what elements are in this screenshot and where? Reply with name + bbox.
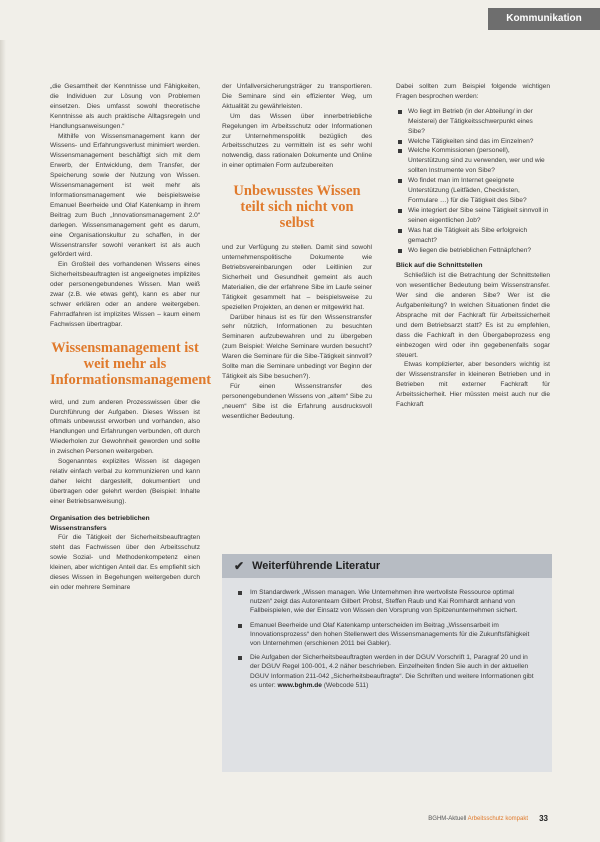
paragraph: Sogenanntes explizites Wissen ist dagegen relativ einfach verbal zu kommunizieren und kann daher leicht dargestellt, dokumentiert und übertragen oder gelehrt werden (Beispiel: Inhalte einer Betriebsanweisung). [50, 458, 200, 505]
paragraph: Um das Wissen über innerbetriebliche Regelungen im Arbeitsschutz oder Informationen zur Unternehmenspolitik bezüglich des Arbeitsschutzes zu vermitteln ist es sehr wohl notwendig, dass rationalen Dokumente und Online in einer optimalen Form aufzubereiten [222, 112, 372, 170]
paragraph: Dabei sollten zum Beispiel folgende wichtigen Fragen besprochen werden: [396, 83, 550, 100]
webcode: (Webcode 511) [323, 681, 369, 689]
top-bar [0, 0, 600, 40]
literature-list [222, 578, 552, 690]
literature-header [222, 554, 552, 578]
section-heading: Organisation des betrieblichen Wissenstransfers [50, 514, 150, 532]
magazine-title: BGHM-Aktuell [428, 816, 467, 822]
literature-item: Emanuel Beerheide und Olaf Katenkamp unterscheiden im Beitrag „Wissensarbeit im Innovationsprozess“ den hohen Stellenwert des Wissensmanagements für die Zukunftsfähigkeit von Unternehmen (erschienen 2011 bei Gabler). [236, 621, 534, 649]
list-item: Welche Kommissionen (personell), Unterstützung sind zu verwenden, wer und wie sollten Instrumente von Sibe? [396, 146, 550, 176]
magazine-name [428, 816, 528, 822]
literature-title: Weiterführende Literatur [252, 560, 381, 572]
paragraph: und zur Verfügung zu stellen. Damit sind sowohl unternehmenspolitische Dokumente wie Betriebsvereinbarungen oder Leitlinien zur Sicherheit und Gesundheit gemeint als auch Materialien, die der erfahrene Sibe im Laufe seiner Tätigkeit gesammelt hat – beispielsweise zu speziellen Projekten, an denen er mitgewirkt hat. [222, 244, 372, 311]
category-label: Kommunikation [488, 8, 600, 30]
paragraph: Ein Großteil des vorhandenen Wissens eines Sicherheitsbeauftragten ist angeeignetes implizites oder personengebundenes Wissen. Man weiß zwar (z.B. wie etwas geht), kann es aber nur schwer erklären oder an andere weitergeben. Fahrradfahren ist implizites Wissen – kaum einem Fachwissen übertragbar. [50, 261, 200, 328]
column-2 [222, 82, 372, 421]
paragraph: der Unfallversicherungsträger zu transportieren. Die Seminare sind ein effizienter Weg, um Aktualität zu gewährleisten. [222, 83, 372, 110]
pull-quote: Wissensmanagement ist weit mehr als Informationsmanagement [50, 339, 212, 388]
literature-box [222, 554, 552, 772]
pull-quote: Unbewusstes Wissen teilt sich nicht von selbst [233, 183, 361, 232]
list-item: Wo liegen die betrieblichen Fettnäpfchen? [396, 246, 550, 256]
question-list [396, 107, 550, 256]
literature-item-text: Die Aufgaben der Sicherheitsbeauftragten werden in der DGUV Vorschrift 1, Paragraf 20 und in der DGUV Regel 100-001, 4.2 näher beschrieben. Einzelheiten finden Sie auch in der aktuellen DGUV Information 211-042 „Sicherheitsbeauftragte“. Die Schriften und weitere Informationen gibt es unter: [250, 654, 534, 689]
literature-item [236, 653, 534, 690]
website-link[interactable]: www.bghm.de [277, 681, 322, 689]
paragraph: Etwas komplizierter, aber besonders wichtig ist der Wissenstransfer in kleineren Betrieben und in Betrieben mit externer Fachkraft für Arbeitssicherheit. Hier müssten meist auch nur die Fachkraft [396, 361, 550, 409]
page-fold-shadow [0, 0, 6, 842]
page-number: 33 [539, 814, 548, 823]
paragraph: Für die Tätigkeit der Sicherheitsbeauftragten steht das Fachwissen über den Arbeitsschutz sowie Sozial- und Methodenkompetenz einen kleinen, aber wichtigen Anteil dar. Es empfiehlt sich dieses Wissen in Begehungen weitergeben durch ein oder mehrere Seminare [50, 534, 200, 591]
paragraph: Darüber hinaus ist es für den Wissenstransfer sehr nützlich, Informationen zu besuchten Seminaren aufzubewahren und zu übergeben (zum Beispiel: Welche Seminare wurden besucht? Waren die Seminare für die Sibe-Tätigkeit sinnvoll? Sollte man die Seminare unbedingt vor Beginn der Tätigkeit als Sibe besuchen?). [222, 313, 372, 380]
list-item: Wie integriert der Sibe seine Tätigkeit sinnvoll in seinen eigentlichen Job? [396, 206, 550, 226]
literature-item: Im Standardwerk „Wissen managen. Wie Unternehmen ihre wertvollste Ressource optimal nutzen“ zeigt das Autorenteam Gilbert Probst, Steffen Raub und Kai Romhardt anhand von Fallbeispielen, wie der Einsatz von Wissen den Vorsprung von Spitzenunternehmen sichert. [236, 588, 534, 616]
list-item: Was hat die Tätigkeit als Sibe erfolgreich gemacht? [396, 226, 550, 246]
list-item: Wo liegt im Betrieb (in der Abteilung/ in der Meisterei) der Tätigkeitsschwerpunkt eines Sibe? [396, 107, 550, 137]
paragraph: Mithilfe von Wissensmanagement kann der Wissens- und Erfahrungsverlust minimiert werden. Wissensmanagement beschäftigt sich mit dem Erwerb, der Entwicklung, dem Transfer, der Speicherung sowie der Nutzung von Wissen. Wissensmanagement ist weit mehr als Informationsmanagement wie beispielsweise Emanuel Beerheide und Olaf Katenkamp in ihrem Beitrag zum Buch „Innovationsmanagement 2.0“ darlegen. Wissensmanagement geht es darum, eine Organisationskultur zu schaffen, in der Wissenstransfer sowohl verankert ist als auch gefördert wird. [50, 132, 200, 259]
section-heading: Blick auf die Schnittstellen [396, 262, 483, 270]
checkmark-icon: ✔ [234, 559, 245, 573]
column-3 [396, 82, 550, 410]
paragraph: „die Gesamtheit der Kenntnisse und Fähigkeiten, die Individuen zur Lösung von Problemen einsetzen. Dies umfasst sowohl theoretische Kenntnisse als auch praktische Alltagsregeln und Handlungsanweisungen.“ [50, 83, 200, 130]
paragraph: Schließlich ist die Betrachtung der Schnittstellen von wesentlicher Bedeutung beim Wissenstransfer. Wer sind die anderen Sibe? Wer ist die Aufgabenleitung? In welchen Situationen findet die Absprache mit der Fachkraft für Arbeitssicherheit und dem Betriebsarzt statt? Es ist zu empfehlen, dass die Fachkraft in den Übergabeprozess eng einbezogen wird oder ihn gegebenenfalls sogar steuert. [396, 272, 550, 359]
paragraph: Für einen Wissenstransfer des personengebundenen Wissens von „altem“ Sibe zu „neuem“ Sibe ist die Erfahrung ausdrucksvoll wesentlicher Bedeutung. [222, 382, 372, 420]
magazine-subtitle: Arbeitsschutz kompakt [467, 816, 528, 822]
column-1 [50, 82, 212, 593]
list-item: Welche Tätigkeiten sind das im Einzelnen? [396, 137, 550, 147]
list-item: Wo findet man im Internet geeignete Unterstützung (Leitfäden, Checklisten, Formulare …) für die Tätigkeit des Sibe? [396, 176, 550, 206]
paragraph: wird, und zum anderen Prozesswissen über die Durchführung der Aufgaben. Dieses Wissen ist oftmals unbewusst erworben und vorhanden, also Handlungen und Erfahrungen verbunden, oft durch Wiederholen zur Gewohnheit geworden und sollte in zwischen Personen weitergeben. [50, 398, 200, 456]
page-footer [0, 814, 600, 828]
